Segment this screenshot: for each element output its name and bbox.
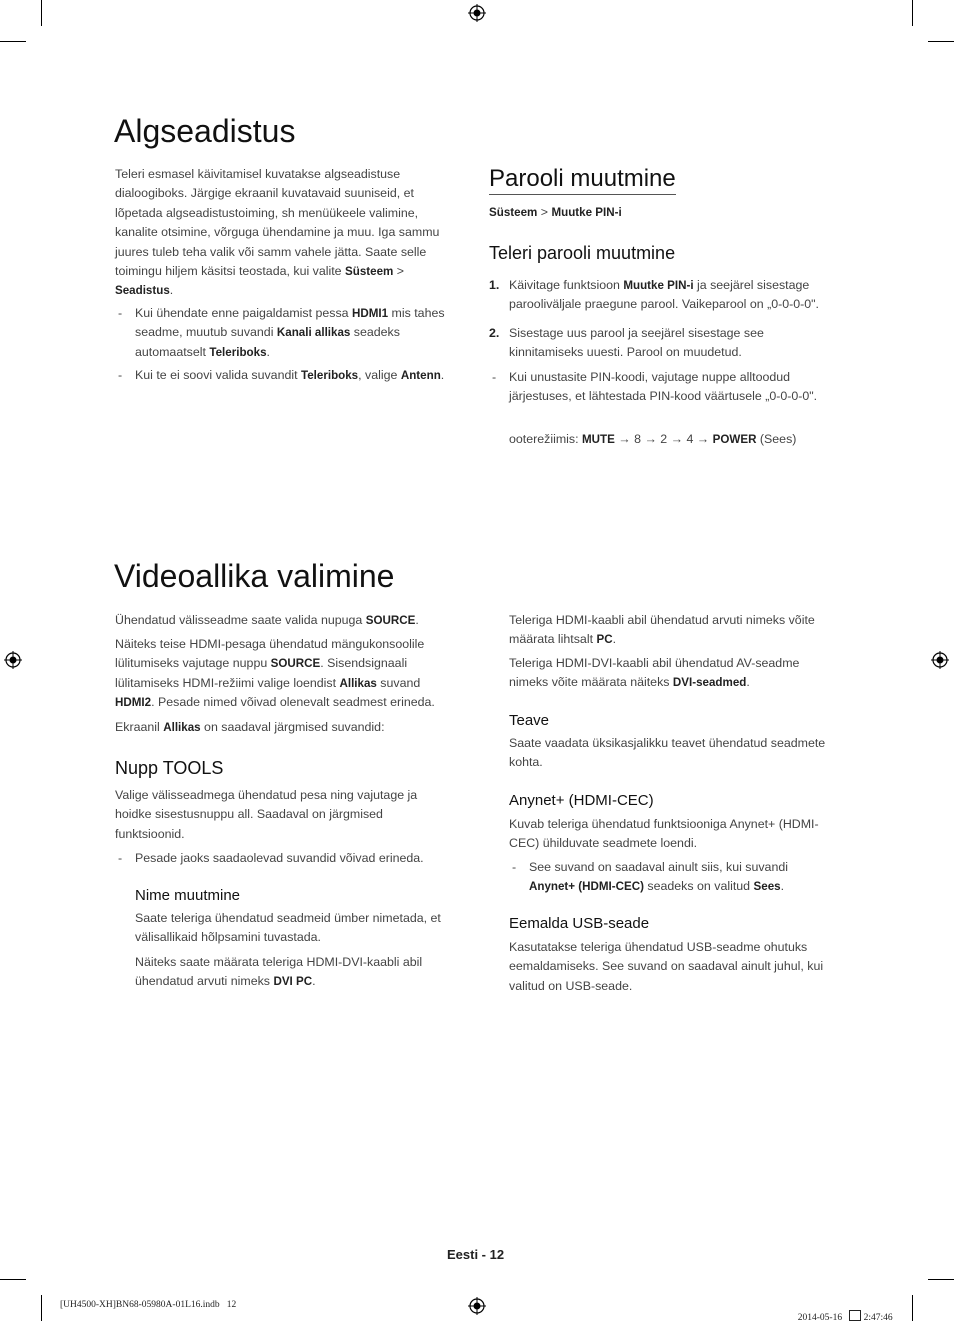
info-description: Saate vaadata üksikasjalikku teavet ühendatud seadmete kohta. bbox=[509, 736, 826, 770]
crop-mark bbox=[912, 1295, 913, 1321]
crop-mark bbox=[912, 0, 913, 26]
tools-note: - Pesade jaoks saadaolevad suvandid võivad erineda. bbox=[118, 851, 424, 865]
anynet-note: - See suvand on saadaval ainult siis, kui suvandi Anynet+ (HDMI-CEC) seadeks on valitud Sees. bbox=[512, 860, 788, 894]
parool-note: - Kui unustasite PIN-koodi, vajutage nuppe alltoodud järjestuses, et lähtestada PIN-kood väärtusele „0-0-0-0". bbox=[492, 370, 818, 404]
subsection-title-anynet: Anynet+ (HDMI-CEC) bbox=[509, 792, 654, 809]
file-slug: [UH4500-XH]BN68-05980A-01L16.indb 12 bbox=[60, 1300, 237, 1310]
page-title-algseadistus: Algseadistus bbox=[114, 113, 296, 149]
subsection-title-nime-muutmine: Nime muutmine bbox=[135, 887, 241, 904]
algseadistus-note: - Kui te ei soovi valida suvandit Teleriboks, valige Antenn. bbox=[118, 368, 445, 382]
anynet-description: Kuvab teleriga ühendatud funktsiooniga Anynet+ (HDMI-CEC) ühilduvate seadmete loendi. bbox=[509, 817, 819, 851]
subsection-title-nupp-tools: Nupp TOOLS bbox=[115, 758, 224, 778]
menu-path: Süsteem > Muutke PIN-i bbox=[489, 205, 622, 219]
placeholder-glyph-icon bbox=[849, 1310, 861, 1321]
rename-paragraph: Näiteks saate määrata teleriga HDMI-DVI-kaabli abil ühendatud arvuti nimeks DVI PC. bbox=[135, 955, 423, 989]
crop-mark bbox=[41, 1295, 42, 1321]
algseadistus-note: - Kui ühendate enne paigaldamist pessa HDMI1 mis tahes seadme, muutub suvandi Kanali allikas seadeks automaatselt Teleriboks. bbox=[118, 306, 445, 359]
date-slug: 2014-05-16 2:47:46 bbox=[793, 1300, 893, 1323]
rename-paragraph: Saate teleriga ühendatud seadmeid ümber nimetada, et välisallikaid hõlpsamini tuvastada. bbox=[135, 911, 441, 945]
rename-example: Teleriga HDMI-kaabli abil ühendatud arvuti nimeks võite määrata lihtsalt PC. bbox=[509, 613, 815, 647]
registration-mark-icon bbox=[4, 651, 22, 669]
standby-sequence: ooterežiimis: MUTE → 8 → 2 → 4 → POWER (Sees) bbox=[509, 432, 797, 446]
section-title-parooli-muutmine: Parooli muutmine bbox=[489, 165, 676, 195]
step-2: 2. Sisestage uus parool ja seejärel sisestage see kinnitamiseks uuesti. Parool on muudetud. bbox=[489, 326, 764, 360]
video-paragraph: Ekraanil Allikas on saadaval järgmised suvandid: bbox=[115, 720, 385, 734]
usb-description: Kasutatakse teleriga ühendatud USB-seadme ohutuks eemaldamiseks. See suvand on saadaval ainult juhul, kui valitud on USB-seade. bbox=[509, 940, 824, 993]
tools-description: Valige välisseadmega ühendatud pesa ning vajutage ja hoidke sisestusnuppu all. Saadaval on järgmised funktsioonid. bbox=[115, 788, 418, 841]
video-paragraph: Näiteks teise HDMI-pesaga ühendatud mängukonsoolile lülitumiseks vajutage nuppu SOURCE. Sisendsignaali lülitamiseks HDMI-režiimi valige loendist Allikas suvand HDMI2. Pesade nimed võivad olenevalt seadmest erineda. bbox=[115, 637, 435, 710]
crop-mark bbox=[928, 1279, 954, 1280]
step-1: 1. Käivitage funktsioon Muutke PIN-i ja seejärel sisestage parooliväljale praegune parool. Vaikeparool on „0-0-0-0". bbox=[489, 278, 819, 312]
registration-mark-icon bbox=[931, 651, 949, 669]
registration-mark-icon bbox=[468, 1297, 486, 1315]
crop-mark bbox=[0, 41, 26, 42]
crop-mark bbox=[41, 0, 42, 26]
subsection-title-teave: Teave bbox=[509, 712, 550, 729]
algseadistus-intro: Teleri esmasel käivitamisel kuvatakse algseadistuse dialoogiboks. Järgige ekraanil kuvatavaid suuniseid, et lõpetada algseadistustoiming, sh menüükeele valimine, kanalite otsimine, võrguga ühendamine ja muu. Iga sammu juures tuleb teha valik või samm vahele jätta. Saate selle toimingu hiljem käsitsi teostada, kui valite Süsteem > Seadistus. bbox=[115, 167, 440, 298]
video-paragraph: Ühendatud välisseadme saate valida nupuga SOURCE. bbox=[115, 613, 419, 627]
crop-mark bbox=[0, 1279, 26, 1280]
page-title-videoallika-valimine: Videoallika valimine bbox=[114, 558, 395, 594]
subsection-title-teleri-parooli-muutmine: Teleri parooli muutmine bbox=[489, 243, 676, 263]
registration-mark-icon bbox=[468, 4, 486, 22]
page-number: Eesti - 12 bbox=[447, 1247, 505, 1262]
subsection-title-eemalda-usb: Eemalda USB-seade bbox=[509, 915, 650, 932]
rename-example: Teleriga HDMI-DVI-kaabli abil ühendatud AV-seadme nimeks võite määrata näiteks DVI-seadmed. bbox=[509, 656, 800, 690]
crop-mark bbox=[928, 41, 954, 42]
